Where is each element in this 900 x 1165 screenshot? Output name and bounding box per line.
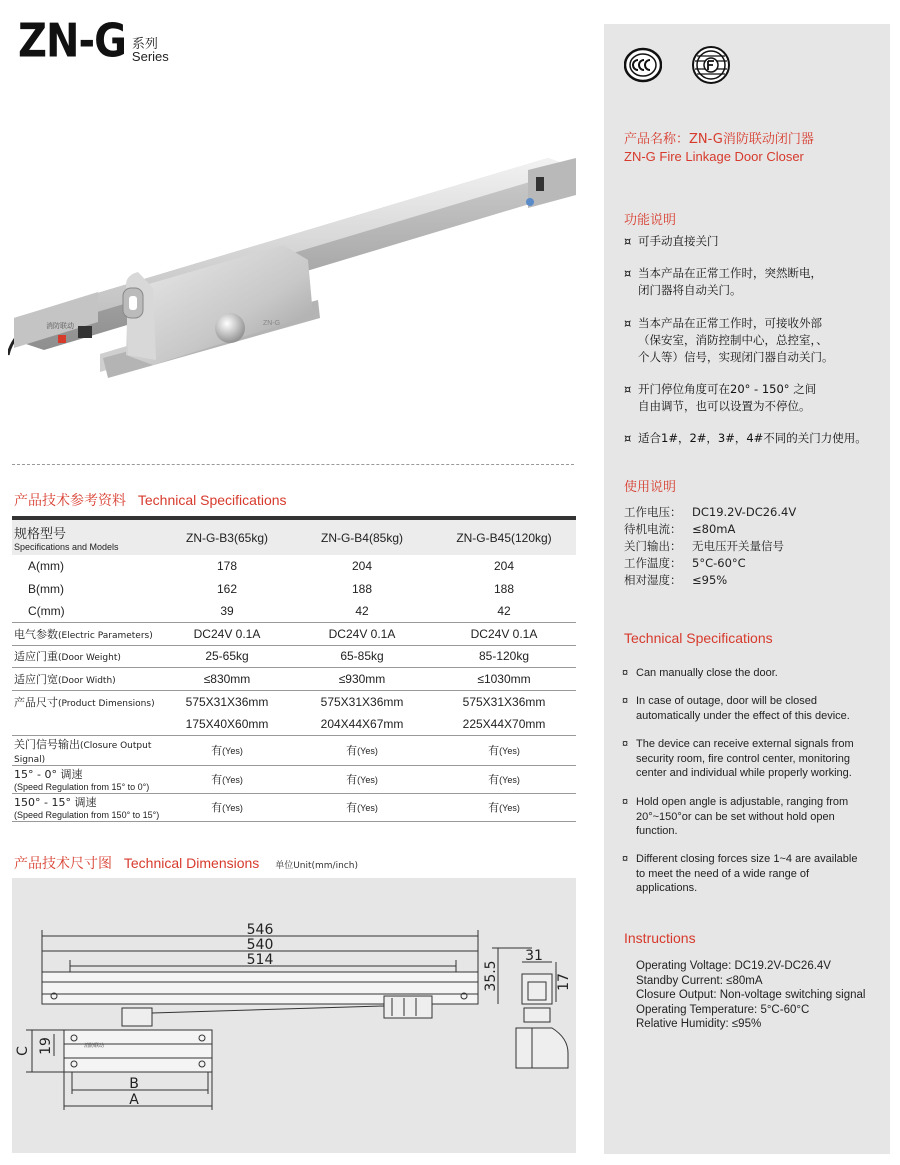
instructions-title: Instructions (624, 930, 696, 946)
table-row: 150° - 15° 调速 (Speed Regulation from 150° to 15°) 有(Yes) 有(Yes) 有(Yes) (12, 793, 576, 821)
dim-title-en: Technical Dimensions (123, 855, 260, 871)
list-item: 相对湿度： ≤95% (624, 573, 728, 587)
product-photo (8, 150, 588, 395)
fire-certification-icon (692, 46, 730, 84)
dim-514: 514 (246, 952, 274, 968)
spec-title-en: Technical Specifications (137, 492, 287, 508)
table-row: 适应门宽(Door Width) ≤830mm ≤930mm ≤1030mm (12, 668, 576, 691)
function-title: 功能说明 (624, 213, 677, 228)
table-row: 产品尺寸(Product Dimensions) 575X31X36mm 575X31X36mm 575X31X36mm (12, 690, 576, 713)
dim-540: 540 (246, 937, 274, 953)
spec-section-title (14, 490, 287, 510)
dim-31: 31 (525, 948, 543, 964)
dim-19: 19 (38, 1037, 54, 1055)
table-row: B(mm) 162 188 188 (28, 581, 515, 596)
spec-header-label: 规格型号 Specifications and Models (14, 527, 119, 552)
model-b4: ZN-G-B4(85kg) (320, 530, 403, 545)
dim-B: B (129, 1076, 139, 1092)
product-name-en: ZN-G Fire Linkage Door Closer (624, 149, 804, 164)
dim-unit-note: 单位Unit(mm/inch) (275, 861, 358, 871)
table-row: 175X40X60mm 204X44X67mm 225X44X70mm (185, 716, 546, 731)
series-word (132, 37, 169, 64)
list-item: 待机电流： ≤80mA (624, 522, 736, 536)
list-item: Standby Current: ≤80mA (636, 974, 763, 987)
dim-section-title (14, 853, 358, 873)
usage-list (624, 504, 796, 589)
list-item: ¤ 可手动直接关门 (624, 234, 719, 248)
list-item: 关门输出： 无电压开关量信号 (624, 539, 784, 553)
product-name-cn: 产品名称：ZN-G消防联动闭门器 (624, 132, 814, 147)
table-row: A(mm) 178 204 204 (28, 559, 515, 574)
list-item: Relative Humidity: ≤95% (636, 1018, 762, 1030)
list-item: ¤ In case of outage, door will be closed automatically under the effect of this device. (622, 695, 850, 722)
spec-header-row (12, 518, 576, 555)
tech-en-title: Technical Specifications (624, 630, 773, 646)
list-item: 工作电压： DC19.2V-DC26.4V (624, 505, 797, 519)
list-item: ¤ 开门停位角度可在20° - 150° 之间 自由调节，也可以设置为不停位。 (624, 382, 817, 413)
model-b45: ZN-G-B45(120kg) (456, 530, 552, 545)
ccc-certification-icon (624, 46, 662, 84)
dim-title-cn: 产品技术尺寸图 (14, 856, 112, 872)
usage-title: 使用说明 (624, 480, 677, 495)
spec-title-cn: 产品技术参考资料 (14, 493, 126, 509)
divider (12, 464, 574, 465)
dim-C: C (15, 1046, 31, 1056)
table-row: 关门信号输出(Closure Output Signal) 有(Yes) 有(Yes) 有(Yes) (12, 735, 576, 765)
model-b3: ZN-G-B3(65kg) (185, 530, 268, 545)
list-item: ¤ 当本产品在正常工作时，突然断电， 闭门器将自动关门。 (624, 266, 822, 297)
list-item: ¤ 适合1#，2#，3#，4#不同的关门力使用。 (624, 431, 867, 445)
list-item: ¤ Can manually close the door. (622, 667, 778, 679)
list-item: Closure Output: Non-voltage switching signal (636, 989, 866, 1001)
dim-546: 546 (246, 922, 274, 938)
list-item: ¤ Different closing forces size 1~4 are available to meet the need of a wide range of applications. (622, 853, 858, 894)
instructions-list (636, 959, 865, 1032)
series-code: ZN-G (18, 15, 126, 68)
table-row: 15° - 0° 调速 (Speed Regulation from 15° to 0°) 有(Yes) 有(Yes) 有(Yes) (12, 765, 576, 793)
list-item: ¤ 当本产品在正常工作时，可接收外部 （保安室，消防控制中心，总控室，、 个人等）信号，实现闭门器自动关门。 (624, 316, 834, 364)
list-item: Operating Temperature: 5°C-60°C (636, 1003, 810, 1016)
dimension-drawing (12, 878, 576, 1153)
svg-text:消防联动: 消防联动 (46, 322, 74, 330)
dim-plate-text: 消防联动 (84, 1043, 105, 1049)
list-item: ¤ The device can receive external signals from security room, fire control center, monitoring center and individual while properly working. (622, 738, 854, 779)
dim-35-5: 35.5 (483, 960, 499, 992)
series-en: Series (131, 49, 169, 65)
dimension-drawing-panel (12, 878, 576, 1153)
table-row: C(mm) 39 42 42 (28, 604, 511, 618)
dim-17: 17 (556, 973, 572, 991)
series-header (18, 15, 169, 68)
table-row: 适应门重(Door Weight) 25-65kg 65-85kg 85-120kg (12, 645, 576, 668)
list-item: Operating Voltage: DC19.2V-DC26.4V (636, 960, 831, 972)
series-cn: 系列 (131, 35, 158, 51)
spec-table (12, 516, 576, 822)
table-row: 电气参数(Electric Parameters) DC24V 0.1A DC24V 0.1A DC24V 0.1A (12, 623, 576, 646)
body-engraving: ZN-G (263, 320, 281, 327)
list-item: ¤ Hold open angle is adjustable, ranging from 20°~150°or can be set without hold open function. (622, 796, 849, 837)
list-item: 工作温度： 5°C-60°C (624, 556, 746, 570)
dim-A: A (129, 1092, 139, 1108)
